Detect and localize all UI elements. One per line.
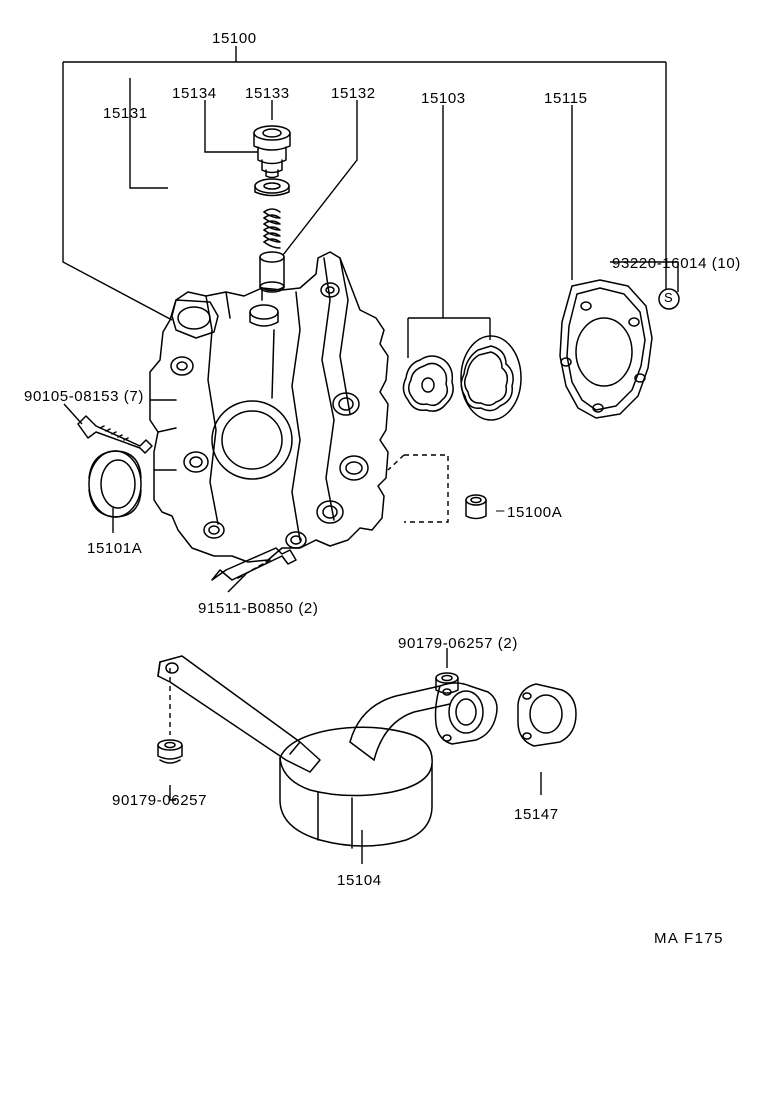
part-15133-plug — [254, 126, 290, 178]
label-93220-16014: 93220-16014 (10) — [612, 255, 741, 272]
part-15101A-oil-seal — [89, 451, 141, 517]
label-15134: 15134 — [172, 85, 217, 102]
label-90105-08153: 90105-08153 (7) — [24, 388, 144, 405]
label-15147: 15147 — [514, 806, 559, 823]
label-15131: 15131 — [103, 105, 148, 122]
part-15132-spring — [264, 209, 280, 248]
label-90179-06257-lower: 90179-06257 — [112, 792, 208, 809]
part-15147-gasket — [518, 684, 576, 746]
part-15100A-plug — [466, 495, 486, 519]
part-15104-oil-strainer — [158, 656, 497, 848]
label-15100: 15100 — [212, 30, 257, 47]
part-15131-plunger — [260, 252, 284, 292]
part-15100-pump-body — [150, 252, 388, 562]
part-90105-bolt — [78, 416, 152, 453]
label-15132: 15132 — [331, 85, 376, 102]
label-91511-B0850: 91511-B0850 (2) — [198, 600, 319, 617]
part-91511-bolt — [212, 548, 296, 580]
label-15104: 15104 — [337, 872, 382, 889]
label-15133: 15133 — [245, 85, 290, 102]
part-15103-inner-rotor — [403, 356, 453, 411]
part-15115-pump-cover — [560, 280, 652, 418]
label-15103: 15103 — [421, 90, 466, 107]
part-90179-nut-lower — [158, 740, 182, 763]
label-15100A: 15100A — [507, 504, 563, 521]
diagram-footer-code: MA F175 — [654, 930, 724, 947]
callout-dash-15100a: – — [496, 502, 505, 519]
part-15134-washer — [255, 179, 289, 196]
part-15103-outer-rotor — [461, 336, 521, 420]
callout-s-mark: S — [664, 290, 674, 305]
label-15115: 15115 — [544, 90, 588, 107]
label-15101A: 15101A — [87, 540, 143, 557]
label-90179-06257-upper: 90179-06257 (2) — [398, 635, 518, 652]
